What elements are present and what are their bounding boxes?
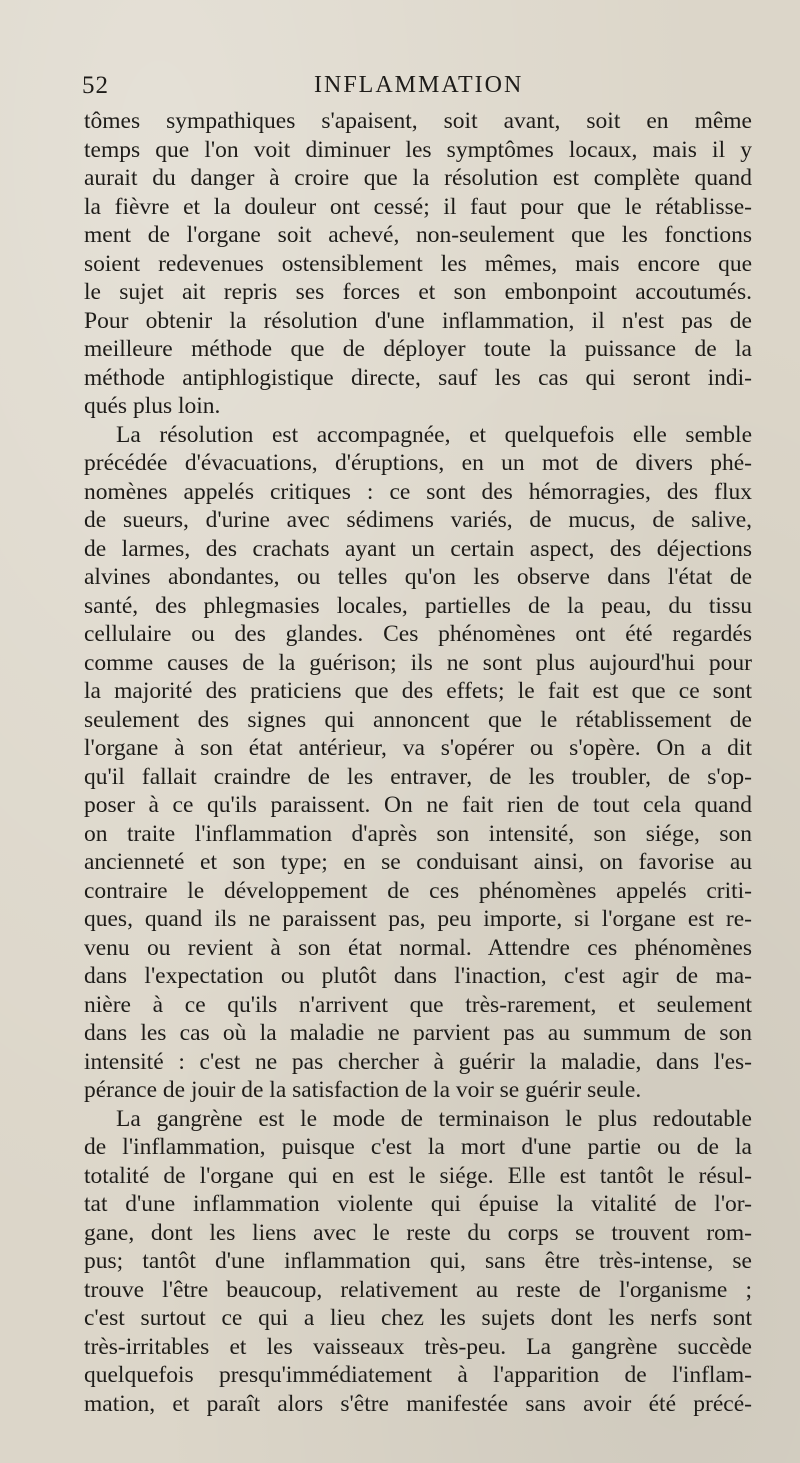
body-text <box>84 107 752 1418</box>
text-line: ancienneté et son type; en se conduisant ainsi, on favorise au <box>84 849 752 875</box>
text-line: pus; tantôt d'une inflammation qui, sans être très-intense, se <box>84 1248 752 1274</box>
text-line: temps que l'on voit diminuer les symptômes locaux, mais il y <box>84 136 752 163</box>
paragraph-start-line: La résolution est accompagnée, et quelquefois elle semble <box>116 421 752 448</box>
text-line: nière à ce qu'ils n'arrivent que très-rarement, et seulement <box>84 991 752 1018</box>
text-line: comme causes de la guérison; ils ne sont plus aujourd'hui pour <box>84 649 752 676</box>
text-line: ques, quand ils ne paraissent pas, peu importe, si l'organe est re- <box>84 906 752 932</box>
text-line: ment de l'organe soit achevé, non-seulement que les fonctions <box>84 222 752 248</box>
text-line: gane, dont les liens avec le reste du corps se trouvent rom- <box>84 1219 752 1246</box>
text-line: la fièvre et la douleur ont cessé; il faut pour que le rétablisse- <box>84 193 752 220</box>
text-line: le sujet ait repris ses forces et son embonpoint accoutumés. <box>84 279 752 305</box>
running-head <box>82 72 742 106</box>
text-line: de l'inflammation, puisque c'est la mort d'une partie ou de la <box>84 1134 752 1160</box>
text-line: méthode antiphlogistique directe, sauf les cas qui seront indi- <box>84 364 752 391</box>
text-line: venu ou revient à son état normal. Attendre ces phénomènes <box>84 934 752 961</box>
text-line: poser à ce qu'ils paraissent. On ne fait rien de tout cela quand <box>84 792 752 818</box>
text-line: de sueurs, d'urine avec sédimens variés, de mucus, de salive, <box>84 507 752 533</box>
text-line: soient redevenues ostensiblement les mêmes, mais encore que <box>84 250 752 277</box>
paragraph-end-line: pérance de jouir de la satisfaction de la voir se guérir seule. <box>84 1077 642 1103</box>
text-line: dans l'expectation ou plutôt dans l'inaction, c'est agir de ma- <box>84 963 752 989</box>
text-line: précédée d'évacuations, d'éruptions, en un mot de divers phé- <box>84 450 752 476</box>
text-line: santé, des phlegmasies locales, partielles de la peau, du tissu <box>84 592 752 619</box>
text-line: l'organe à son état antérieur, va s'opérer ou s'opère. On a dit <box>84 735 752 761</box>
text-line: seulement des signes qui annoncent que le rétablissement de <box>84 706 752 733</box>
text-line: de larmes, des crachats ayant un certain aspect, des déjections <box>84 535 752 562</box>
text-line: mation, et paraît alors s'être manifestée sans avoir été précé- <box>84 1390 752 1417</box>
paragraph-end-line: qués plus loin. <box>84 393 221 419</box>
text-line: très-irritables et les vaisseaux très-peu. La gangrène succède <box>84 1333 752 1360</box>
text-line: quelquefois presqu'immédiatement à l'apparition de l'inflam- <box>84 1362 752 1388</box>
text-line: contraire le développement de ces phénomènes appelés criti- <box>84 877 752 904</box>
text-line: Pour obtenir la résolution d'une inflammation, il n'est pas de <box>84 307 752 334</box>
text-line: c'est surtout ce qui a lieu chez les sujets dont les nerfs sont <box>84 1305 752 1331</box>
text-line: dans les cas où la maladie ne parvient pas au summum de son <box>84 1020 752 1046</box>
text-line: cellulaire ou des glandes. Ces phénomènes ont été regardés <box>84 621 752 647</box>
page-number: 52 <box>82 72 109 99</box>
text-line: la majorité des praticiens que des effets; le fait est que ce sont <box>84 678 752 704</box>
text-line: alvines abondantes, ou telles qu'on les observe dans l'état de <box>84 564 752 590</box>
text-line: tômes sympathiques s'apaisent, soit avant, soit en même <box>84 108 752 134</box>
running-title: INFLAMMATION <box>314 72 524 98</box>
text-line: totalité de l'organe qui en est le siége. Elle est tantôt le résul- <box>84 1162 752 1189</box>
text-line: on traite l'inflammation d'après son intensité, son siége, son <box>84 820 752 847</box>
text-line: aurait du danger à croire que la résolution est complète quand <box>84 165 752 191</box>
text-line: tat d'une inflammation violente qui épuise la vitalité de l'or- <box>84 1191 752 1217</box>
text-line: meilleure méthode que de déployer toute la puissance de la <box>84 336 752 362</box>
text-line: qu'il fallait craindre de les entraver, de les troubler, de s'op- <box>84 763 752 790</box>
text-line: trouve l'être beaucoup, relativement au reste de l'organisme ; <box>84 1276 752 1303</box>
text-line: intensité : c'est ne pas chercher à guérir la maladie, dans l'es- <box>84 1048 752 1075</box>
text-line: nomènes appelés critiques : ce sont des hémorragies, des flux <box>84 478 752 505</box>
paragraph-start-line: La gangrène est le mode de terminaison le plus redoutable <box>116 1105 752 1132</box>
